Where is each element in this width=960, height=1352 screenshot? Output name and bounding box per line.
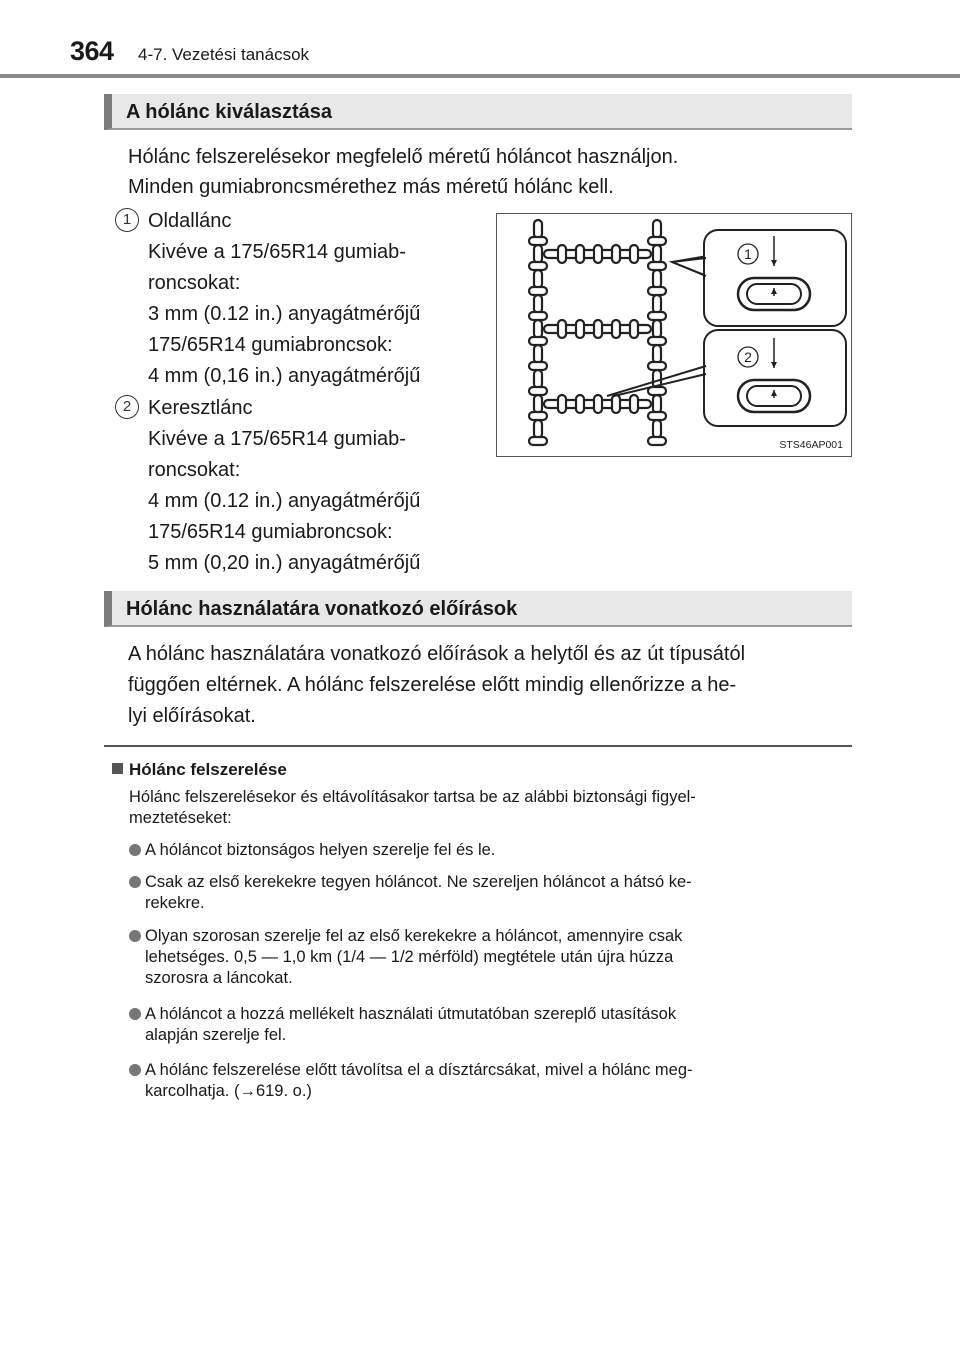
section-heading-text: Hólánc használatára vonatkozó előírások bbox=[126, 598, 518, 620]
cross-chain-top bbox=[544, 245, 651, 263]
bullet-line: karcolhatja. (→619. o.) bbox=[145, 1082, 312, 1100]
section-heading-text: A hólánc kiválasztása bbox=[126, 101, 333, 123]
item-number-circle: 1 bbox=[115, 208, 139, 232]
item-side-chain bbox=[148, 206, 488, 392]
bullet-line: A hóláncot a hozzá mellékelt használati útmutatóban szereplő utasítások bbox=[145, 1005, 677, 1023]
intro-line: Hólánc felszerelésekor és eltávolításakor tartsa be az alábbi biztonsági figyel- bbox=[129, 788, 696, 806]
page-number: 364 bbox=[70, 36, 114, 66]
header-rule bbox=[0, 74, 960, 78]
rules-paragraph bbox=[128, 639, 854, 732]
cross-chain-bottom bbox=[544, 395, 651, 413]
item-line: 175/65R14 gumiabroncsok: bbox=[148, 334, 393, 356]
list-item bbox=[129, 872, 853, 914]
item-line: roncsokat: bbox=[148, 272, 241, 294]
bullet-line: Csak az első kerekekre tegyen hóláncot. Ne szereljen hóláncot a hátsó ke- bbox=[145, 873, 692, 891]
bullet-line: Olyan szorosan szerelje fel az első kerekekre a hóláncot, amennyire csak bbox=[145, 927, 683, 945]
callout-cross-chain bbox=[607, 330, 846, 426]
bullet-line: alapján szerelje fel. bbox=[145, 1026, 287, 1044]
subsection-heading-text: Hólánc felszerelése bbox=[129, 760, 287, 779]
item-cross-chain bbox=[148, 393, 488, 579]
list-item bbox=[129, 1060, 853, 1102]
subsection-heading bbox=[112, 760, 287, 780]
list-item bbox=[129, 926, 853, 989]
bullet-line: A hólánc felszerelése előtt távolítsa el a dísztárcsákat, mivel a hólánc meg- bbox=[145, 1061, 693, 1079]
item-line: 5 mm (0,20 in.) anyagátmérőjű bbox=[148, 552, 421, 574]
paragraph-line: A hólánc használatára vonatkozó előírások a helytől és az út típusától bbox=[128, 643, 746, 665]
section-divider bbox=[104, 745, 852, 747]
bullet-dot-icon bbox=[129, 1064, 141, 1076]
bullet-dot-icon bbox=[129, 930, 141, 942]
item-line: 4 mm (0.12 in.) anyagátmérőjű bbox=[148, 490, 421, 512]
figure-code: STS46AP001 bbox=[779, 439, 843, 451]
intro-line: Hólánc felszerelésekor megfelelő méretű hóláncot használjon. bbox=[128, 146, 679, 168]
paragraph-line: függően eltérnek. A hólánc felszerelése előtt mindig ellenőrizze a he- bbox=[128, 674, 737, 696]
figure-callout-number: 1 bbox=[744, 246, 752, 262]
item-line: Kivéve a 175/65R14 gumiab- bbox=[148, 428, 406, 450]
cross-chain-middle bbox=[544, 320, 651, 338]
section-heading-chain-rules bbox=[104, 591, 852, 627]
item-line: Keresztlánc bbox=[148, 397, 253, 419]
section-heading-chain-selection bbox=[104, 94, 852, 130]
bullet-line: lehetséges. 0,5 — 1,0 km (1/4 — 1/2 mérföld) megtétele után újra húzza bbox=[145, 948, 674, 966]
item-line: 175/65R14 gumiabroncsok: bbox=[148, 521, 393, 543]
figure-callout-number: 2 bbox=[744, 349, 752, 365]
snow-chain-figure bbox=[496, 213, 852, 457]
bullet-dot-icon bbox=[129, 876, 141, 888]
square-bullet-icon bbox=[112, 763, 123, 774]
item-number-circle: 2 bbox=[115, 395, 139, 419]
bullet-line: rekekre. bbox=[145, 894, 205, 912]
item-line: 3 mm (0.12 in.) anyagátmérőjű bbox=[148, 303, 421, 325]
mounting-intro bbox=[129, 787, 853, 829]
item-line: 4 mm (0,16 in.) anyagátmérőjű bbox=[148, 365, 421, 387]
callout-side-chain bbox=[672, 230, 846, 326]
chain-illustration bbox=[497, 214, 850, 455]
item-line: Kivéve a 175/65R14 gumiab- bbox=[148, 241, 406, 263]
bullet-dot-icon bbox=[129, 844, 141, 856]
item-line: roncsokat: bbox=[148, 459, 241, 481]
list-item bbox=[129, 840, 853, 861]
list-item bbox=[129, 1004, 853, 1046]
item-line: Oldallánc bbox=[148, 210, 232, 232]
bullet-dot-icon bbox=[129, 1008, 141, 1020]
intro-line: Minden gumiabroncsmérethez más méretű hólánc kell. bbox=[128, 176, 614, 198]
paragraph-line: lyi előírásokat. bbox=[128, 705, 256, 727]
bullet-line: szorosra a láncokat. bbox=[145, 969, 293, 987]
section-title: 4-7. Vezetési tanácsok bbox=[138, 45, 310, 64]
bullet-line: A hóláncot biztonságos helyen szerelje fel és le. bbox=[145, 841, 496, 859]
intro-line: meztetéseket: bbox=[129, 809, 232, 827]
